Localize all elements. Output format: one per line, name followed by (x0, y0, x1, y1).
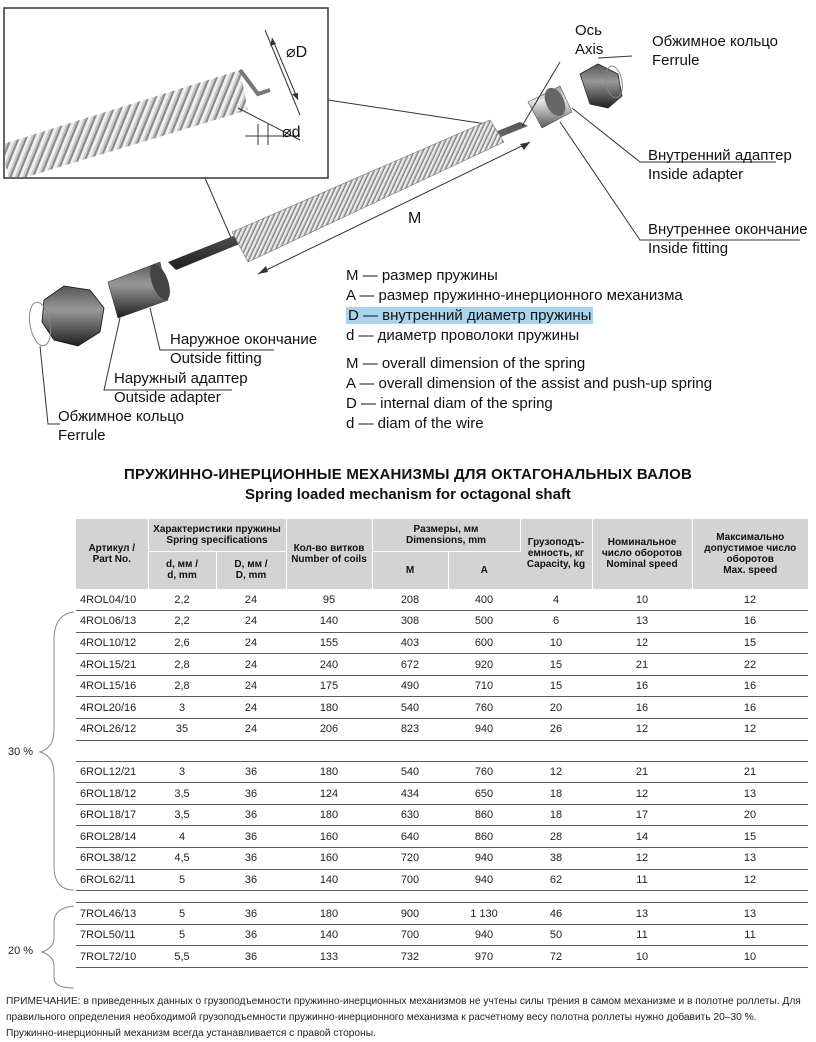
table-cell: 24 (216, 719, 286, 741)
table-cell: 21 (692, 761, 808, 783)
table-cell: 5 (148, 903, 216, 925)
table-cell: 1 130 (448, 903, 520, 925)
legend-item: d — diam of the wire (346, 415, 484, 432)
table-cell: 11 (592, 869, 692, 891)
table-cell: 133 (286, 946, 372, 968)
table-cell: 24 (216, 697, 286, 719)
part-number-cell: 6ROL38/12 (76, 848, 148, 870)
inside-fitting-label-en: Inside fitting (648, 240, 729, 257)
table-cell: 3,5 (148, 804, 216, 826)
table-cell: 823 (372, 719, 448, 741)
table-cell: 308 (372, 611, 448, 633)
table-cell: 18 (520, 783, 592, 805)
table-cell: 3 (148, 761, 216, 783)
legend-ru (346, 266, 683, 346)
table-cell: 50 (520, 924, 592, 946)
table-cell: 15 (520, 675, 592, 697)
table-cell: 10 (592, 946, 692, 968)
part-number-cell: 4ROL04/10 (76, 589, 148, 611)
dim-M-label: M (408, 210, 422, 227)
dim-D-label: ⌀D (286, 44, 308, 61)
ferrule-left (42, 286, 104, 346)
table-cell: 38 (520, 848, 592, 870)
table-cell: 140 (286, 611, 372, 633)
table-cell: 36 (216, 804, 286, 826)
table-cell: 6 (520, 611, 592, 633)
table-row (76, 783, 808, 805)
table-row (76, 654, 808, 676)
legend-item: M — размер пружины (346, 267, 498, 284)
table-cell: 4,5 (148, 848, 216, 870)
table-cell: 710 (448, 675, 520, 697)
table-cell: 10 (520, 632, 592, 654)
table-cell: 940 (448, 924, 520, 946)
table-row (76, 826, 808, 848)
table-row (76, 719, 808, 741)
axis-label-ru: Ось (575, 22, 602, 39)
group-percent-30: 30 % (8, 746, 34, 758)
part-number-cell: 4ROL06/13 (76, 611, 148, 633)
table-cell: 5,5 (148, 946, 216, 968)
part-number-cell: 6ROL12/21 (76, 761, 148, 783)
table-cell: 12 (592, 632, 692, 654)
table-row (76, 924, 808, 946)
table-cell: 2,2 (148, 589, 216, 611)
part-number-cell: 7ROL72/10 (76, 946, 148, 968)
table-cell: 15 (692, 632, 808, 654)
legend-item: M — overall dimension of the spring (346, 355, 586, 372)
part-number-cell: 6ROL18/12 (76, 783, 148, 805)
table-cell: 760 (448, 697, 520, 719)
table-cell: 2,6 (148, 632, 216, 654)
table-title-ru: ПРУЖИННО-ИНЕРЦИОННЫЕ МЕХАНИЗМЫ ДЛЯ ОКТАГОНАЛЬНЫХ ВАЛОВ (124, 466, 692, 483)
table-cell: 940 (448, 719, 520, 741)
part-number-cell: 6ROL62/11 (76, 869, 148, 891)
header-d: d, мм / d, mm (148, 551, 216, 589)
table-cell: 24 (216, 611, 286, 633)
table-cell: 140 (286, 869, 372, 891)
table-cell: 540 (372, 697, 448, 719)
table-cell: 21 (592, 761, 692, 783)
legend-highlight: D — внутренний диаметр пружины (348, 307, 592, 324)
table-cell: 3,5 (148, 783, 216, 805)
header-dims: Размеры, мм Dimensions, mm (372, 519, 520, 551)
table-cell: 14 (592, 826, 692, 848)
table-cell: 12 (592, 719, 692, 741)
table-cell: 160 (286, 848, 372, 870)
group-percent-20: 20 % (8, 945, 34, 957)
legend-item: d — диаметр проволоки пружины (346, 327, 580, 344)
table-cell: 4 (520, 589, 592, 611)
table-cell: 860 (448, 826, 520, 848)
table-cell: 20 (692, 804, 808, 826)
table-row (76, 697, 808, 719)
legend-item (346, 306, 683, 326)
part-number-cell: 4ROL15/21 (76, 654, 148, 676)
dim-d-label: ⌀d (282, 124, 301, 141)
table-cell: 155 (286, 632, 372, 654)
table-cell: 920 (448, 654, 520, 676)
table-cell: 24 (216, 589, 286, 611)
legend-item: A — размер пружинно-инерционного механизма (346, 287, 683, 304)
part-number-cell: 4ROL26/12 (76, 719, 148, 741)
table-cell: 760 (448, 761, 520, 783)
table-cell: 600 (448, 632, 520, 654)
table-cell: 650 (448, 783, 520, 805)
part-number-cell: 7ROL50/11 (76, 924, 148, 946)
table-cell: 46 (520, 903, 592, 925)
table-cell: 403 (372, 632, 448, 654)
table-cell: 16 (692, 697, 808, 719)
header-A: A (448, 551, 520, 589)
table-cell: 18 (520, 804, 592, 826)
legend-en (346, 354, 712, 434)
table-cell: 540 (372, 761, 448, 783)
table-cell: 17 (592, 804, 692, 826)
inside-adapter-label-en: Inside adapter (648, 166, 744, 183)
table-cell: 700 (372, 924, 448, 946)
outside-fitting-label-ru: Наружное окончание (170, 331, 318, 348)
table-cell: 16 (692, 675, 808, 697)
table-row (76, 804, 808, 826)
table-cell: 36 (216, 848, 286, 870)
table-cell: 36 (216, 946, 286, 968)
table-cell: 240 (286, 654, 372, 676)
table-cell: 3 (148, 697, 216, 719)
header-spec: Характеристики пружины Spring specifications (148, 519, 286, 551)
table-cell: 640 (372, 826, 448, 848)
table-cell: 180 (286, 761, 372, 783)
table-cell: 206 (286, 719, 372, 741)
table-cell: 13 (592, 903, 692, 925)
part-number-cell: 4ROL20/16 (76, 697, 148, 719)
spec-table (76, 519, 808, 968)
outside-fitting-label-en: Outside fitting (170, 350, 262, 367)
table-row (76, 903, 808, 925)
table-row (76, 946, 808, 968)
legend-item: A — overall dimension of the assist and push-up spring (346, 375, 713, 392)
table-cell: 15 (692, 826, 808, 848)
part-number-cell: 4ROL15/16 (76, 675, 148, 697)
table-cell: 15 (520, 654, 592, 676)
table-cell: 490 (372, 675, 448, 697)
table-cell: 35 (148, 719, 216, 741)
table-cell: 140 (286, 924, 372, 946)
axis-label-en: Axis (575, 41, 604, 58)
table-cell: 970 (448, 946, 520, 968)
table-cell: 13 (692, 848, 808, 870)
outside-adapter-label-en: Outside adapter (114, 389, 221, 406)
spring-diagram (0, 0, 816, 455)
table-cell: 175 (286, 675, 372, 697)
table-cell: 26 (520, 719, 592, 741)
table-cell: 36 (216, 903, 286, 925)
header-capacity: Грузоподъ- емность, кг Capacity, kg (520, 519, 592, 589)
table-cell: 11 (692, 924, 808, 946)
table-cell: 124 (286, 783, 372, 805)
part-number-cell: 6ROL18/17 (76, 804, 148, 826)
table-cell: 36 (216, 761, 286, 783)
group-separator (76, 740, 808, 761)
part-number-cell: 7ROL46/13 (76, 903, 148, 925)
ferrule-right-label-ru: Обжимное кольцо (652, 33, 779, 50)
table-cell: 16 (592, 697, 692, 719)
table-row (76, 848, 808, 870)
header-D: D, мм / D, mm (216, 551, 286, 589)
table-cell: 208 (372, 589, 448, 611)
group-braces (0, 600, 80, 1020)
table-cell: 400 (448, 589, 520, 611)
table-cell: 2,2 (148, 611, 216, 633)
table-cell: 500 (448, 611, 520, 633)
table-cell: 21 (592, 654, 692, 676)
header-coils: Кол-во витков Number of coils (286, 519, 372, 589)
table-cell: 672 (372, 654, 448, 676)
table-cell: 720 (372, 848, 448, 870)
group-separator (76, 891, 808, 903)
ferrule-left-label-ru: Обжимное кольцо (58, 408, 185, 425)
table-cell: 13 (692, 903, 808, 925)
table-cell: 36 (216, 869, 286, 891)
ferrule-left-label-en: Ferrule (58, 427, 106, 444)
table-cell: 24 (216, 654, 286, 676)
table-cell: 36 (216, 826, 286, 848)
table-cell: 13 (592, 611, 692, 633)
table-cell: 700 (372, 869, 448, 891)
table-row (76, 675, 808, 697)
table-cell: 16 (692, 611, 808, 633)
table-cell: 62 (520, 869, 592, 891)
header-max: Максимально допустимое число оборотов Max. speed (692, 519, 808, 589)
table-cell: 16 (592, 675, 692, 697)
table-row (76, 632, 808, 654)
table-cell: 12 (692, 869, 808, 891)
table-cell: 630 (372, 804, 448, 826)
table-cell: 72 (520, 946, 592, 968)
table-cell: 180 (286, 804, 372, 826)
table-cell: 12 (692, 589, 808, 611)
table-cell: 180 (286, 697, 372, 719)
table-row (76, 589, 808, 611)
table-cell: 940 (448, 848, 520, 870)
header-nominal: Номинальное число оборотов Nominal speed (592, 519, 692, 589)
table-cell: 22 (692, 654, 808, 676)
table-cell: 900 (372, 903, 448, 925)
table-cell: 13 (692, 783, 808, 805)
table-cell: 10 (592, 589, 692, 611)
table-cell: 2,8 (148, 654, 216, 676)
table-cell: 940 (448, 869, 520, 891)
ferrule-right-label-en: Ferrule (652, 52, 700, 69)
inside-adapter-label-ru: Внутренний адаптер (648, 147, 792, 164)
table-row (76, 869, 808, 891)
table-cell: 36 (216, 783, 286, 805)
header-M: M (372, 551, 448, 589)
table-cell: 11 (592, 924, 692, 946)
inside-fitting-label-ru: Внутреннее окончание (648, 221, 808, 238)
table-cell: 12 (592, 848, 692, 870)
table-cell: 24 (216, 632, 286, 654)
table-title-en: Spring loaded mechanism for octagonal shaft (245, 486, 571, 503)
table-cell: 10 (692, 946, 808, 968)
header-part: Артикул / Part No. (76, 519, 148, 589)
table-cell: 36 (216, 924, 286, 946)
table-cell: 28 (520, 826, 592, 848)
table-cell: 20 (520, 697, 592, 719)
table-cell: 5 (148, 869, 216, 891)
table-cell: 24 (216, 675, 286, 697)
table-cell: 2,8 (148, 675, 216, 697)
table-cell: 4 (148, 826, 216, 848)
table-cell: 434 (372, 783, 448, 805)
outside-adapter-label-ru: Наружный адаптер (114, 370, 248, 387)
part-number-cell: 4ROL10/12 (76, 632, 148, 654)
table-cell: 160 (286, 826, 372, 848)
table-cell: 860 (448, 804, 520, 826)
table-cell: 180 (286, 903, 372, 925)
table-cell: 732 (372, 946, 448, 968)
table-body (76, 589, 808, 968)
part-number-cell: 6ROL28/14 (76, 826, 148, 848)
table-cell: 12 (592, 783, 692, 805)
table-row (76, 611, 808, 633)
table-cell: 12 (692, 719, 808, 741)
ferrule-right (580, 64, 622, 108)
table-cell: 5 (148, 924, 216, 946)
table-cell: 95 (286, 589, 372, 611)
table-cell: 12 (520, 761, 592, 783)
footnote: ПРИМЕЧАНИЕ: в приведенных данных о грузоподъемности пружинно-инерционных механизмов не учтены силы трения в самом механизме и в полотне роллеты. Для правильного определения необходимой грузоподъемности пружинно-инерционного механизма к расчетному весу полотна роллеты нужно добавить 20–30 %. Пружинно-инерционный механизм всегда устанавливается с правой стороны. (6, 996, 801, 1039)
legend-item: D — internal diam of the spring (346, 395, 553, 412)
table-row (76, 761, 808, 783)
